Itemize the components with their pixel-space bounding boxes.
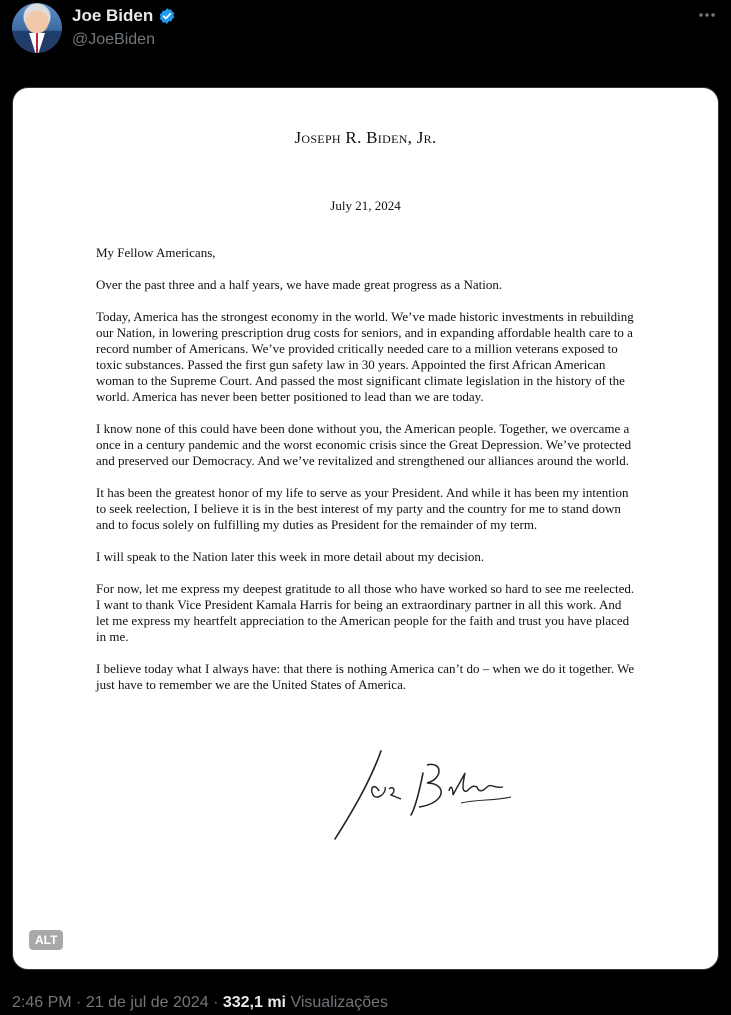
letter-body	[96, 245, 636, 709]
letter-paragraph: It has been the greatest honor of my life to serve as your President. And while it has been my intention to seek reelection, I believe it is in the best interest of my party and the country for me to stand down and to focus solely on fulfilling my duties as President for the remainder of my term.	[96, 485, 629, 532]
more-dots-icon	[697, 5, 717, 25]
display-name[interactable]: Joe Biden	[72, 6, 154, 25]
more-icon[interactable]	[697, 5, 717, 30]
letter-paragraph: Today, America has the strongest economy in the world. We’ve made historic investments in rebuilding our Nation, in lowering prescription drug costs for seniors, and in expanding affordable health care to a record number of Americans. We’ve provided critically needed care to a million veterans exposed to toxic substances. Passed the first gun safety law in 30 years. Appointed the first African American woman to the Supreme Court. And passed the most significant climate legislation in the history of the world. America has never been better positioned to lead than we are today.	[96, 309, 634, 404]
avatar[interactable]	[12, 3, 62, 53]
letter-date: July 21, 2024	[330, 198, 401, 213]
name-row	[72, 6, 176, 26]
alt-text-button[interactable]: ALT	[29, 930, 63, 950]
handle[interactable]: @JoeBiden	[72, 31, 155, 48]
views-count[interactable]: 332,1 mi	[222, 994, 286, 1011]
letter-paragraph: Over the past three and a half years, we have made great progress as a Nation.	[96, 277, 503, 292]
letter-paragraph: My Fellow Americans,	[96, 245, 216, 260]
meta-separator: ·	[76, 994, 82, 1011]
letter-paragraph: For now, let me express my deepest gratitude to all those who have worked so hard to see me reelected. I want to thank Vice President Kamala Harris for being an extraordinary partner in all this work. And let me express my heartfelt appreciation to the American people for the faith and trust you have placed in me.	[96, 581, 635, 644]
signature	[331, 743, 521, 843]
tweet-header	[12, 3, 719, 55]
letter-paragraph: I will speak to the Nation later this week in more detail about my decision.	[96, 549, 485, 564]
views-label[interactable]: Visualizações	[290, 994, 388, 1011]
letter-paragraph: I know none of this could have been done without you, the American people. Together, we overcame a once in a century pandemic and the worst economic crisis since the Great Depression. We’ve protected and preserved our Democracy. And we’ve revitalized and strengthened our alliances around the world.	[96, 421, 632, 468]
letter-document	[13, 88, 718, 969]
tweet-time[interactable]: 2:46 PM	[12, 994, 72, 1011]
meta-separator: ·	[213, 994, 219, 1011]
tweet-date[interactable]: 21 de jul de 2024	[85, 994, 209, 1011]
tweet-media-image[interactable]	[12, 87, 719, 970]
verified-badge-icon[interactable]	[158, 7, 176, 25]
letter-paragraph: I believe today what I always have: that there is nothing America can’t do – when we do it together. We just have to remember we are the United States of America.	[96, 661, 635, 692]
tweet-meta	[12, 994, 388, 1012]
letterhead: Joseph R. Biden, Jr.	[294, 128, 437, 147]
